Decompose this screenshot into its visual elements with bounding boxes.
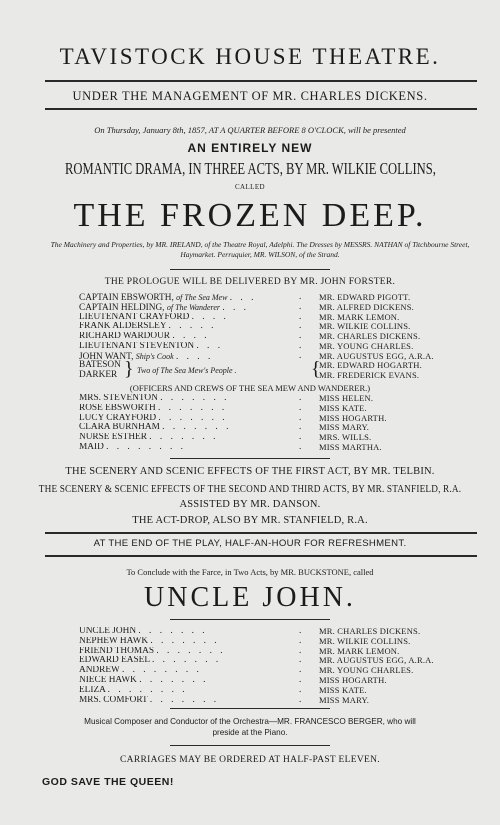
cast-actor: MISS HELEN. bbox=[319, 393, 374, 403]
cast-role bbox=[79, 404, 299, 414]
carriages-rule bbox=[170, 745, 330, 746]
ladies-cast-list bbox=[79, 394, 459, 453]
cast-role bbox=[79, 414, 299, 424]
separator-dot: . bbox=[299, 350, 302, 361]
cast-role bbox=[79, 433, 299, 443]
leader-dots: . . . . . . . bbox=[152, 656, 222, 666]
cast-actor: MR. AUGUSTUS EGG, A.R.A. bbox=[319, 350, 434, 361]
cast-actor: MR. YOUNG CHARLES. bbox=[319, 340, 414, 351]
cast-role bbox=[79, 394, 299, 404]
cast-role bbox=[79, 443, 299, 453]
role-name: NEPHEW HAWK bbox=[79, 636, 149, 646]
role-note: of The Sea Mew bbox=[176, 293, 228, 302]
management-rule-bottom bbox=[45, 108, 477, 110]
cast-actor: MR. CHARLES DICKENS. bbox=[319, 626, 421, 636]
leader-dots: . . . . . . . bbox=[160, 394, 230, 403]
cast-actor: MISS MARY. bbox=[319, 422, 370, 433]
leader-dots: . . . bbox=[222, 302, 249, 313]
scenery-second-third-acts: THE SCENERY & SCENIC EFFECTS OF THE SECOND AND THIRD ACTS, BY MR. STANFIELD, R.A. bbox=[38, 484, 462, 495]
prologue-line: THE PROLOGUE WILL BE DELIVERED BY MR. JOHN FORSTER. bbox=[104, 277, 396, 287]
separator-dot: . bbox=[299, 684, 302, 695]
role-name: FRANK ALDERSLEY bbox=[79, 322, 167, 332]
role-name: LIEUTENANT CRAYFORD bbox=[79, 312, 190, 322]
cast-row bbox=[79, 423, 459, 433]
cast-actor: MR. WILKIE COLLINS. bbox=[319, 321, 411, 332]
cast-row bbox=[79, 414, 459, 424]
role-note: of The Wanderer bbox=[166, 302, 221, 312]
role-name: RICHARD WARDOUR bbox=[79, 332, 170, 342]
separator-dot: . bbox=[299, 402, 302, 413]
brace-roles bbox=[79, 361, 121, 381]
separator-dot: . bbox=[299, 292, 302, 302]
role-name: JOHN WANT, bbox=[79, 351, 134, 362]
cast-actor: MISS KATE. bbox=[319, 684, 367, 695]
cast-actor: MRS. WILLS. bbox=[319, 432, 372, 443]
cast-role bbox=[79, 637, 299, 647]
separator-dot: . bbox=[299, 340, 302, 351]
separator-dot: . bbox=[299, 694, 302, 705]
leader-dots: . . . . . . . bbox=[139, 675, 209, 685]
carriages-line: CARRIAGES MAY BE ORDERED AT HALF-PAST ELEVEN. bbox=[120, 755, 380, 765]
leader-dots: . . . . bbox=[191, 312, 229, 322]
cast-row bbox=[79, 443, 459, 453]
cast-actor: MR. YOUNG CHARLES. bbox=[319, 665, 414, 676]
separator-dot: . bbox=[299, 441, 302, 452]
called-label: CALLED bbox=[234, 183, 265, 191]
cast-role bbox=[79, 686, 299, 696]
role-name: MRS. COMFORT bbox=[79, 695, 148, 705]
role-name: ANDREW bbox=[79, 666, 120, 676]
role-name: NIECE HAWK bbox=[79, 675, 137, 685]
leader-dots: . . . . . . . bbox=[149, 433, 219, 443]
cast-role bbox=[79, 332, 299, 342]
cast-actor: MR. EDWARD PIGOTT. bbox=[319, 292, 411, 302]
cast-row bbox=[79, 686, 459, 696]
god-save-the-queen: GOD SAVE THE QUEEN! bbox=[42, 776, 174, 788]
leader-dots: . . . . . . . bbox=[150, 636, 220, 646]
leader-dots: . . . bbox=[196, 341, 224, 351]
cast-row bbox=[79, 404, 459, 414]
cast-role bbox=[79, 627, 299, 637]
cast-row bbox=[79, 696, 459, 706]
scenery-rule bbox=[170, 458, 330, 459]
main-cast-list bbox=[79, 293, 459, 362]
play-title: THE FROZEN DEEP. bbox=[73, 197, 427, 234]
cast-actor: MISS MARY. bbox=[319, 694, 370, 705]
separator-dot: . bbox=[299, 422, 302, 433]
separator-dot: . bbox=[299, 321, 302, 332]
cast-actor: MISS HOGARTH. bbox=[319, 412, 387, 423]
leader-dots: . . . . bbox=[172, 332, 210, 342]
scenery-act-drop: THE ACT-DROP, ALSO BY MR. STANFIELD, R.A. bbox=[132, 515, 368, 526]
leader-dots: . . . . . . . . bbox=[121, 666, 202, 676]
refreshment-rule-top bbox=[45, 532, 477, 534]
role-name: MAID bbox=[79, 442, 104, 452]
role-note: Ship's Cook bbox=[135, 351, 174, 361]
scenery-first-act: THE SCENERY AND SCENIC EFFECTS OF THE FIRST ACT, BY MR. TELBIN. bbox=[65, 466, 435, 477]
cast-actor: MR. MARK LEMON. bbox=[319, 645, 400, 656]
leader-dots: . . . bbox=[229, 293, 257, 303]
machinery-credits: The Machinery and Properties, by MR. IRELAND, of the Theatre Royal, Adelphi. The Dresses by MESSRS. NATHAN of Titchbourne Street, Haymarket. Perruquier, MR. WILSON, of the Strand. bbox=[50, 240, 470, 259]
cast-role bbox=[79, 293, 299, 303]
title-rule-top bbox=[45, 80, 477, 82]
entirely-new: AN ENTIRELY NEW bbox=[187, 141, 313, 155]
drama-line: ROMANTIC DRAMA, IN THREE ACTS, BY MR. WILKIE COLLINS, bbox=[65, 159, 436, 178]
cast-role bbox=[79, 322, 299, 332]
role-name: ROSE EBSWORTH bbox=[79, 403, 156, 413]
separator-dot: . bbox=[299, 412, 302, 423]
leader-dots: . . . . . bbox=[168, 322, 217, 332]
separator-dot: . bbox=[299, 432, 302, 443]
role-name: EDWARD EASEL bbox=[79, 656, 150, 666]
cast-role bbox=[79, 676, 299, 686]
separator-dot: . bbox=[299, 645, 302, 656]
leader-dots: . . . . bbox=[176, 351, 214, 362]
role-name: MRS. STEVENTON bbox=[79, 394, 158, 403]
cast-role bbox=[79, 647, 299, 657]
role-name: CLARA BURNHAM bbox=[79, 423, 160, 433]
separator-dot: . bbox=[299, 626, 302, 636]
leader-dots: . . . . . . . . bbox=[107, 685, 188, 695]
management-line: UNDER THE MANAGEMENT OF MR. CHARLES DICKENS. bbox=[72, 89, 428, 103]
cast-role bbox=[79, 423, 299, 433]
leader-dots: . . . . . . . bbox=[156, 646, 226, 656]
cast-row bbox=[79, 637, 459, 647]
leader-dots: . . . . . . . bbox=[158, 403, 228, 413]
cast-actor: MISS KATE. bbox=[319, 402, 367, 413]
right-brace-glyph: } bbox=[124, 358, 134, 380]
brace-cast-group bbox=[79, 358, 459, 381]
role-name: CAPTAIN HELDING, bbox=[79, 302, 165, 313]
role-name: UNCLE JOHN bbox=[79, 627, 137, 636]
cast-actor: MISS HOGARTH. bbox=[319, 674, 387, 685]
farce-intro: To Conclude with the Farce, in Two Acts, by MR. BUCKSTONE, called bbox=[126, 567, 374, 577]
farce-title: UNCLE JOHN. bbox=[144, 582, 356, 613]
musical-director-line2: preside at the Piano. bbox=[212, 728, 288, 737]
leader-dots: . . . . . . . bbox=[158, 413, 228, 423]
cast-actor: MR. ALFRED DICKENS. bbox=[319, 301, 414, 312]
cast-role bbox=[79, 342, 299, 352]
separator-dot: . bbox=[299, 331, 302, 342]
cast-role bbox=[79, 666, 299, 676]
separator-dot: . bbox=[299, 655, 302, 666]
prologue-rule bbox=[170, 269, 330, 270]
brace-actor: MR. FREDERICK EVANS. bbox=[319, 369, 420, 380]
separator-dot: . bbox=[299, 674, 302, 685]
separator-dot: . bbox=[299, 635, 302, 646]
cast-role bbox=[79, 313, 299, 323]
cast-actor: MR. MARK LEMON. bbox=[319, 311, 400, 322]
brace-actors bbox=[319, 361, 422, 381]
refreshment-rule-bottom bbox=[45, 555, 477, 557]
left-brace-glyph: { bbox=[311, 358, 321, 380]
cast-row bbox=[79, 303, 459, 313]
musical-rule bbox=[170, 708, 330, 709]
separator-dot: . bbox=[299, 301, 302, 312]
role-name: LIEUTENANT STEVENTON bbox=[79, 341, 195, 351]
role-name: ELIZA bbox=[79, 685, 106, 695]
cast-actor: MR. AUGUSTUS EGG, A.R.A. bbox=[319, 655, 434, 666]
cast-role bbox=[79, 303, 299, 313]
farce-cast-list bbox=[79, 627, 459, 705]
cast-row bbox=[79, 676, 459, 686]
cast-role bbox=[79, 656, 299, 666]
role-name: CAPTAIN EBSWORTH, bbox=[79, 293, 174, 303]
cast-row bbox=[79, 394, 459, 404]
cast-role bbox=[79, 696, 299, 706]
brace-note: Two of The Sea Mew's People . bbox=[137, 366, 237, 375]
scenery-assisted: ASSISTED BY MR. DANSON. bbox=[179, 499, 321, 510]
role-name: FRIEND THOMAS bbox=[79, 646, 154, 656]
separator-dot: . bbox=[299, 393, 302, 403]
cast-row bbox=[79, 666, 459, 676]
separator-dot: . bbox=[299, 311, 302, 322]
leader-dots: . . . . . . . bbox=[149, 695, 220, 705]
role-name: NURSE ESTHER bbox=[79, 433, 147, 443]
cast-row bbox=[79, 433, 459, 443]
musical-director-line1: Musical Composer and Conductor of the Orchestra—MR. FRANCESCO BERGER, who will bbox=[84, 717, 416, 726]
role-name: LUCY CRAYFORD bbox=[79, 413, 157, 423]
theatre-title: TAVISTOCK HOUSE THEATRE. bbox=[59, 44, 441, 69]
date-line: On Thursday, January 8th, 1857, AT A QUARTER BEFORE 8 O'CLOCK, will be presented bbox=[94, 125, 406, 135]
leader-dots: . . . . . . . bbox=[138, 627, 208, 636]
brace-role: DARKER bbox=[79, 369, 118, 380]
leader-dots: . . . . . . . bbox=[162, 423, 232, 433]
cast-actor: MR. WILKIE COLLINS. bbox=[319, 635, 411, 646]
refreshment-line: AT THE END OF THE PLAY, HALF-AN-HOUR FOR REFRESHMENT. bbox=[93, 538, 407, 549]
brace-role: BATESON bbox=[79, 360, 121, 370]
brace-actor: MR. EDWARD HOGARTH. bbox=[319, 360, 422, 370]
separator-dot: . bbox=[299, 665, 302, 676]
cast-actor: MISS MARTHA. bbox=[319, 441, 382, 452]
officers-line: (OFFICERS AND CREWS OF THE SEA MEW AND WANDERER.) bbox=[129, 383, 371, 393]
cast-actor: MR. CHARLES DICKENS. bbox=[319, 331, 421, 342]
farce-rule bbox=[170, 619, 330, 620]
leader-dots: . . . . . . . . bbox=[106, 442, 186, 452]
